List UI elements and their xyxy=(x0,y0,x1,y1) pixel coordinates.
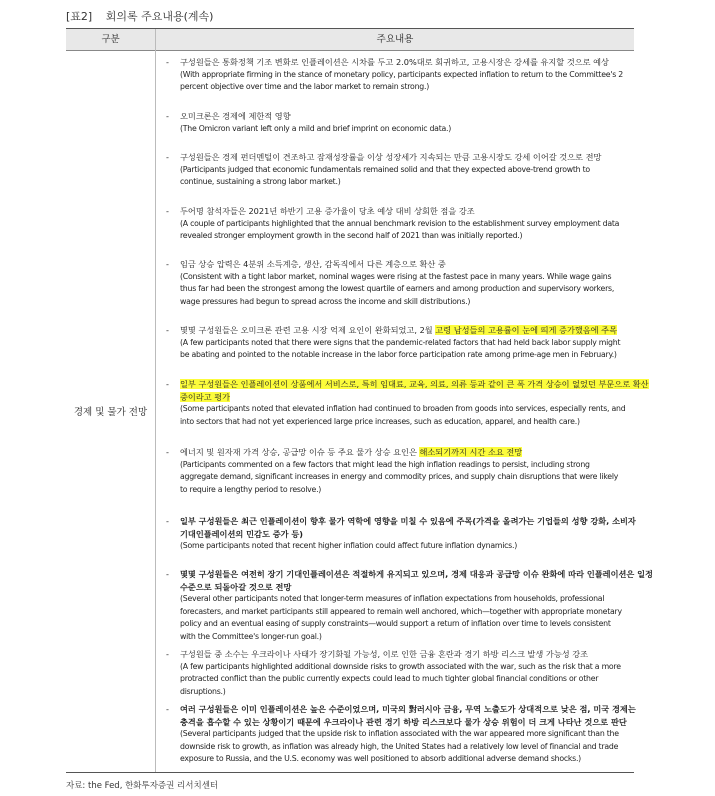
content-item xyxy=(166,56,626,94)
highlighted-text: 중이라고 평가 xyxy=(180,391,231,402)
dash-bullet: - xyxy=(166,569,169,579)
item-korean: 구성원들은 경제 펀더멘털이 견조하고 잠재성장률을 이상 성장세가 지속되는 만큼 고용시장도 강세 이어갈 것으로 전망 xyxy=(180,152,602,162)
item-english: (With appropriate firming in the stance of monetary policy, participants expected inflation to return to the Committee's 2 percent objective over time and the labor market to remain strong.) xyxy=(180,69,623,91)
dash-bullet: - xyxy=(166,111,169,121)
item-korean: 두어명 참석자들은 2021년 하반기 고용 증가율이 당초 예상 대비 상회한 점을 강조 xyxy=(180,206,475,216)
dash-bullet: - xyxy=(166,325,169,335)
item-english: (A couple of participants highlighted that the annual benchmark revision to the establishment survey employment data revealed stronger employment growth in the second half of 2021 than was initially reported.) xyxy=(180,218,620,240)
item-korean: 구성원들 중 소수는 우크라이나 사태가 장기화될 가능성, 이로 인한 금융 혼란과 경기 하방 리스크 발생 가능성 강조 xyxy=(180,649,589,659)
item-english: (Participants judged that economic fundamentals remained solid and that they expected above-trend growth to continue, sustaining a strong labor market.) xyxy=(180,164,590,186)
content-item xyxy=(166,378,649,428)
item-korean: 임금 상승 압력은 4분위 소득계층, 생산, 감독직에서 다른 계층으로 확산 중 xyxy=(180,259,446,269)
content-item xyxy=(166,515,636,553)
content-item xyxy=(166,110,626,135)
item-korean: 오미크론은 경제에 제한적 영향 xyxy=(180,111,291,121)
source-note: 자료: the Fed, 한화투자증권 리서치센터 xyxy=(66,781,219,791)
item-korean-line: 충격을 흡수할 수 있는 상황이기 때문에 우크라이나 관련 경기 하방 리스크보다 물가 상승 위험이 더 크게 나타난 것으로 판단 xyxy=(180,716,627,727)
item-korean xyxy=(180,378,649,403)
item-korean: 구성원들은 통화정책 기조 변화로 인플레이션은 시차를 두고 2.0%대로 회귀하고, 고용시장은 강세를 유지할 것으로 예상 xyxy=(180,57,609,67)
item-korean xyxy=(180,515,636,540)
highlighted-text: 고령 남성들의 고용률이 눈에 띄게 증가했음에 주목 xyxy=(435,325,618,335)
dash-bullet: - xyxy=(166,206,169,216)
content-item xyxy=(166,205,626,243)
item-korean xyxy=(180,703,636,728)
item-english: (Several other participants noted that longer-term measures of inflation expectations from households, professional forecasters, and market participants still appeared to remain well anchored, which—together with appropriate monetary policy and an eventual easing of supply constraints—would support a return of inflation over time to levels consistent with the Committee's longer-run goal.) xyxy=(180,594,622,641)
item-english: (A few participants highlighted additional downside risks to growth associated with the war, such as the risk that a more protracted conflict than the public currently expects could lead to much tighter global financial conditions or other disruptions.) xyxy=(180,661,621,696)
item-korean-plain: 몇몇 구성원들은 오미크론 관련 고용 시장 억제 요인이 완화되었고, 2월 xyxy=(180,325,436,335)
category-column xyxy=(66,50,156,772)
col-header-category: 구분 xyxy=(101,34,120,45)
dash-bullet: - xyxy=(166,447,169,457)
highlighted-text: 해소되기까지 시간 소요 전망 xyxy=(419,447,523,457)
item-english: (A few participants noted that there were signs that the pandemic-related factors that had held back labor supply might be abating and pointed to the notable increase in the labor force participation rate among prime-age men in February.) xyxy=(180,337,621,359)
dash-bullet: - xyxy=(166,379,169,389)
content-item xyxy=(166,151,626,189)
content-item xyxy=(166,568,653,643)
content-item xyxy=(166,703,636,766)
content-item xyxy=(166,258,626,308)
row-label: 경제 및 물가 전망 xyxy=(73,407,148,418)
dash-bullet: - xyxy=(166,57,169,67)
dash-bullet: - xyxy=(166,704,169,714)
table-label: [표2] xyxy=(66,10,93,23)
item-korean-plain: 에너지 및 원자재 가격 상승, 공급망 이슈 등 주요 물가 상승 요인은 xyxy=(180,447,420,457)
item-korean xyxy=(180,324,626,337)
dash-bullet: - xyxy=(166,259,169,269)
content-item xyxy=(166,324,626,362)
table-title-area xyxy=(66,8,213,24)
item-english: (Participants commented on a few factors that might lead the high inflation readings to persist, including strong aggregate demand, significant increases in energy and commodity prices, and supply chain disruptions that were likely to require a lengthy period to resolve.) xyxy=(180,459,619,494)
dash-bullet: - xyxy=(166,152,169,162)
item-korean-line: 일부 구성원들은 최근 인플레이션이 향후 물가 역학에 영향을 미칠 수 있음에 주목(가격을 올려가는 기업들의 성향 강화, 소비자 xyxy=(180,516,636,526)
item-korean-line: 여러 구성원들은 이미 인플레이션은 높은 수준이었으며, 미국의 對러시아 금융, 무역 노출도가 상대적으로 낮은 점, 미국 경제는 xyxy=(180,704,636,714)
item-english: (Consistent with a tight labor market, nominal wages were rising at the fastest pace in many years. While wage gains thus far had been the strongest among the lowest quartile of earners and among production and supervisory workers, wage pressures had begun to spread across the income and skill distributions.) xyxy=(180,271,615,306)
item-korean-line: 기대인플레이션의 민감도 증가 등) xyxy=(180,528,304,539)
item-english: (The Omicron variant left only a mild and brief imprint on economic data.) xyxy=(180,123,452,133)
item-english: (Some participants noted that elevated inflation had continued to broaden from goods into services, especially rents, and into sectors that had not yet experienced large price increases, such as education, apparel, and health care.) xyxy=(180,404,626,426)
content-item xyxy=(166,648,626,698)
highlighted-text: 일부 구성원들은 인플레이션이 상품에서 서비스로, 특히 임대료, 교육, 의료, 의류 등과 같이 큰 폭 가격 상승이 없었던 부문으로 확산 xyxy=(180,379,649,389)
item-korean-line: 몇몇 구성원들은 여전히 장기 기대인플레이션은 적절하게 유지되고 있으며, 경제 대응과 공급망 이슈 완화에 따라 인플레이션은 일정 xyxy=(180,569,653,579)
item-korean xyxy=(180,568,653,593)
col-header-content: 주요내용 xyxy=(155,29,634,50)
dash-bullet: - xyxy=(166,649,169,659)
bottom-rule xyxy=(66,772,634,773)
item-korean xyxy=(180,446,626,459)
item-korean-line: 수준으로 되돌아갈 것으로 전망 xyxy=(180,581,292,592)
item-english: (Several participants judged that the upside risk to inflation associated with the war appeared more significant than the downside risk to growth, as inflation was already high, the United States had a relatively low level of financial and trade exposure to Russia, and the U.S. economy was well positioned to absorb additional adverse demand shocks.) xyxy=(180,729,619,763)
table-title: 회의록 주요내용(계속) xyxy=(105,10,214,23)
table-header xyxy=(66,29,634,51)
item-english: (Some participants noted that recent higher inflation could affect future inflation dynamics.) xyxy=(180,541,517,550)
content-item xyxy=(166,446,626,496)
dash-bullet: - xyxy=(166,516,169,526)
